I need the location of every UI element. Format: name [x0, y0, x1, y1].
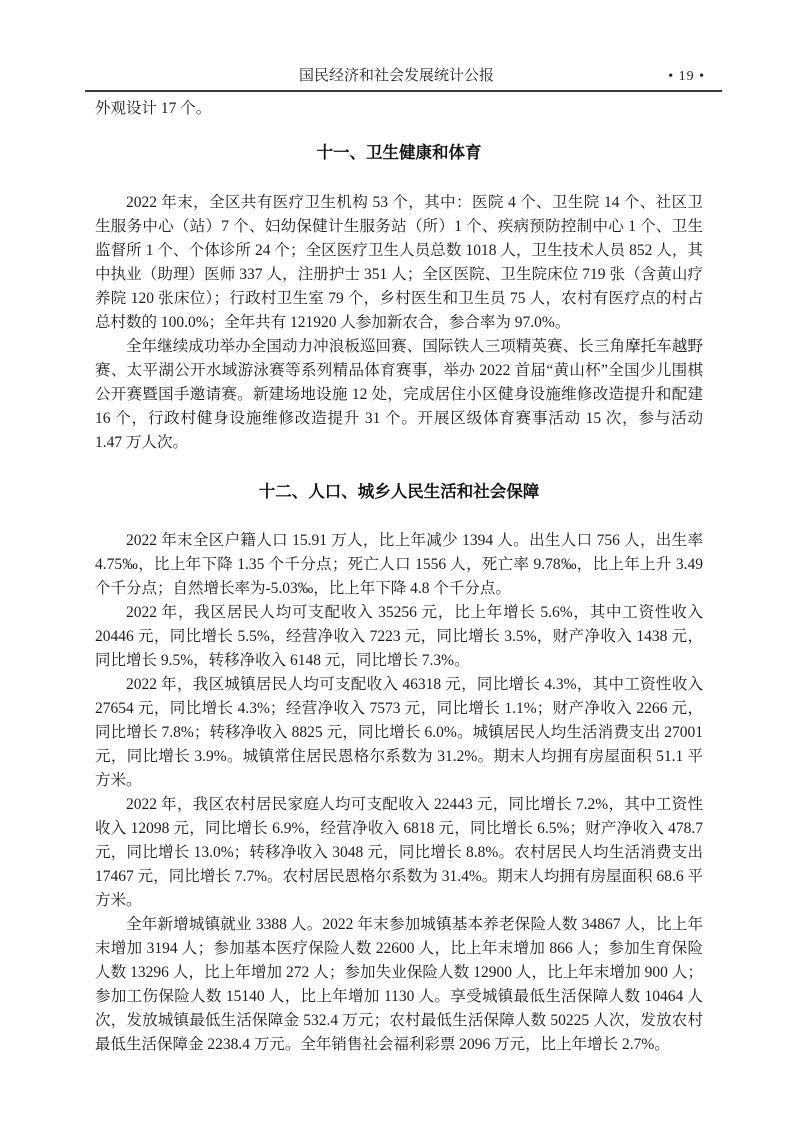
- body-paragraph-health-facilities: 2022 年末，全区共有医疗卫生机构 53 个，其中：医院 4 个、卫生院 14 个、社区卫生服务中心（站）7 个、妇幼保健计生服务站（所）1 个、疾病预防控制中心 1 个、卫生监督所 1 个、个体诊所 24 个；全区医疗卫生人员总数 1018 人，卫生技术人员 852 人，其中执业（助理）医师 337 人，注册护士 351 人；全区医院、卫生院床位 719 张（含黄山疗养院 120 张床位）；行政村卫生室 79 个，乡村医生和卫生员 75 人，农村有医疗点的村占总村数的 100.0%；全年共有 121920 人参加新农合，参合率为 97.0%。: [95, 194, 703, 331]
- section-heading-health-sports: 十一、卫生健康和体育: [316, 144, 482, 162]
- body-paragraph-employment-insurance: 全年新增城镇就业 3388 人。2022 年末参加城镇基本养老保险人数 34867 人，比上年末增加 3194 人；参加基本医疗保险人数 22600 人，比上年末增加 866 人；参加生育保险人数 13296 人，比上年增加 272 人；参加失业保险人数 12900 人，比上年末增加 900 人；参加工伤保险人数 15140 人，比上年增加 1130 人。享受城镇最低生活保障人数 10464 人次，发放城镇最低生活保障金 532.4 万元；农村最低生活保障人数 50225 人次，发放农村最低生活保障金 2238.4 万元。全年销售社会福利彩票 2096 万元，比上年增长 2.7%。: [95, 916, 703, 1053]
- continuation-paragraph: 外观设计 17 个。: [95, 100, 212, 117]
- body-paragraph-urban-income: 2022 年，我区城镇居民人均可支配收入 46318 元，同比增长 4.3%，其中工资性收入 27654 元，同比增长 4.3%；经营净收入 7573 元，同比增长 1.1%；财产净收入 2266 元，同比增长 7.8%；转移净收入 8825 元，同比增长 6.0%。城镇居民人均生活消费支出 27001 元，同比增长 3.9%。城镇常住居民恩格尔系数为 31.2%。期末人均拥有房屋面积 51.1 平方米。: [95, 676, 703, 789]
- body-paragraph-resident-income: 2022 年，我区居民人均可支配收入 35256 元，比上年增长 5.6%，其中工资性收入 20446 元，同比增长 5.5%，经营净收入 7223 元，同比增长 3.5%，财产净收入 1438 元，同比增长 9.5%，转移净收入 6148 元，同比增长 7.3%。: [95, 604, 703, 669]
- body-paragraph-rural-income: 2022 年，我区农村居民家庭人均可支配收入 22443 元，同比增长 7.2%，其中工资性收入 12098 元，同比增长 6.9%，经营净收入 6818 元，同比增长 6.5%；财产净收入 478.7 元，同比增长 13.0%；转移净收入 3048 元，同比增长 8.8%。农村居民人均生活消费支出 17467 元，同比增长 7.7%。农村居民恩格尔系数为 31.4%。期末人均拥有房屋面积 68.6 平方米。: [95, 796, 703, 909]
- header-rule: [85, 90, 722, 92]
- section-heading-population-welfare: 十二、人口、城乡人民生活和社会保障: [258, 483, 540, 501]
- page-number: • 19 •: [668, 69, 705, 84]
- document-body: [95, 97, 703, 1057]
- body-paragraph-population: 2022 年末全区户籍人口 15.91 万人，比上年减少 1394 人。出生人口 756 人，出生率 4.75‰，比上年下降 1.35 个千分点；死亡人口 1556 人，死亡率 9.78‰，比上年上升 3.49 个千分点；自然增长率为-5.03‰，比上年下降 4.8 个千分点。: [95, 532, 703, 597]
- bulletin-title: 国民经济和社会发展统计公报: [298, 68, 494, 84]
- body-paragraph-sports-events: 全年继续成功举办全国动力冲浪板巡回赛、国际铁人三项精英赛、长三角摩托车越野赛、太平湖公开水域游泳赛等系列精品体育赛事，举办 2022 首届“黄山杯”全国少儿围棋公开赛暨国手邀请赛。新建场地设施 12 处，完成居住小区健身设施维修改造提升和配建 16 个，行政村健身设施维修改造提升 31 个。开展区级体育赛事活动 15 次，参与活动 1.47 万人次。: [95, 338, 703, 451]
